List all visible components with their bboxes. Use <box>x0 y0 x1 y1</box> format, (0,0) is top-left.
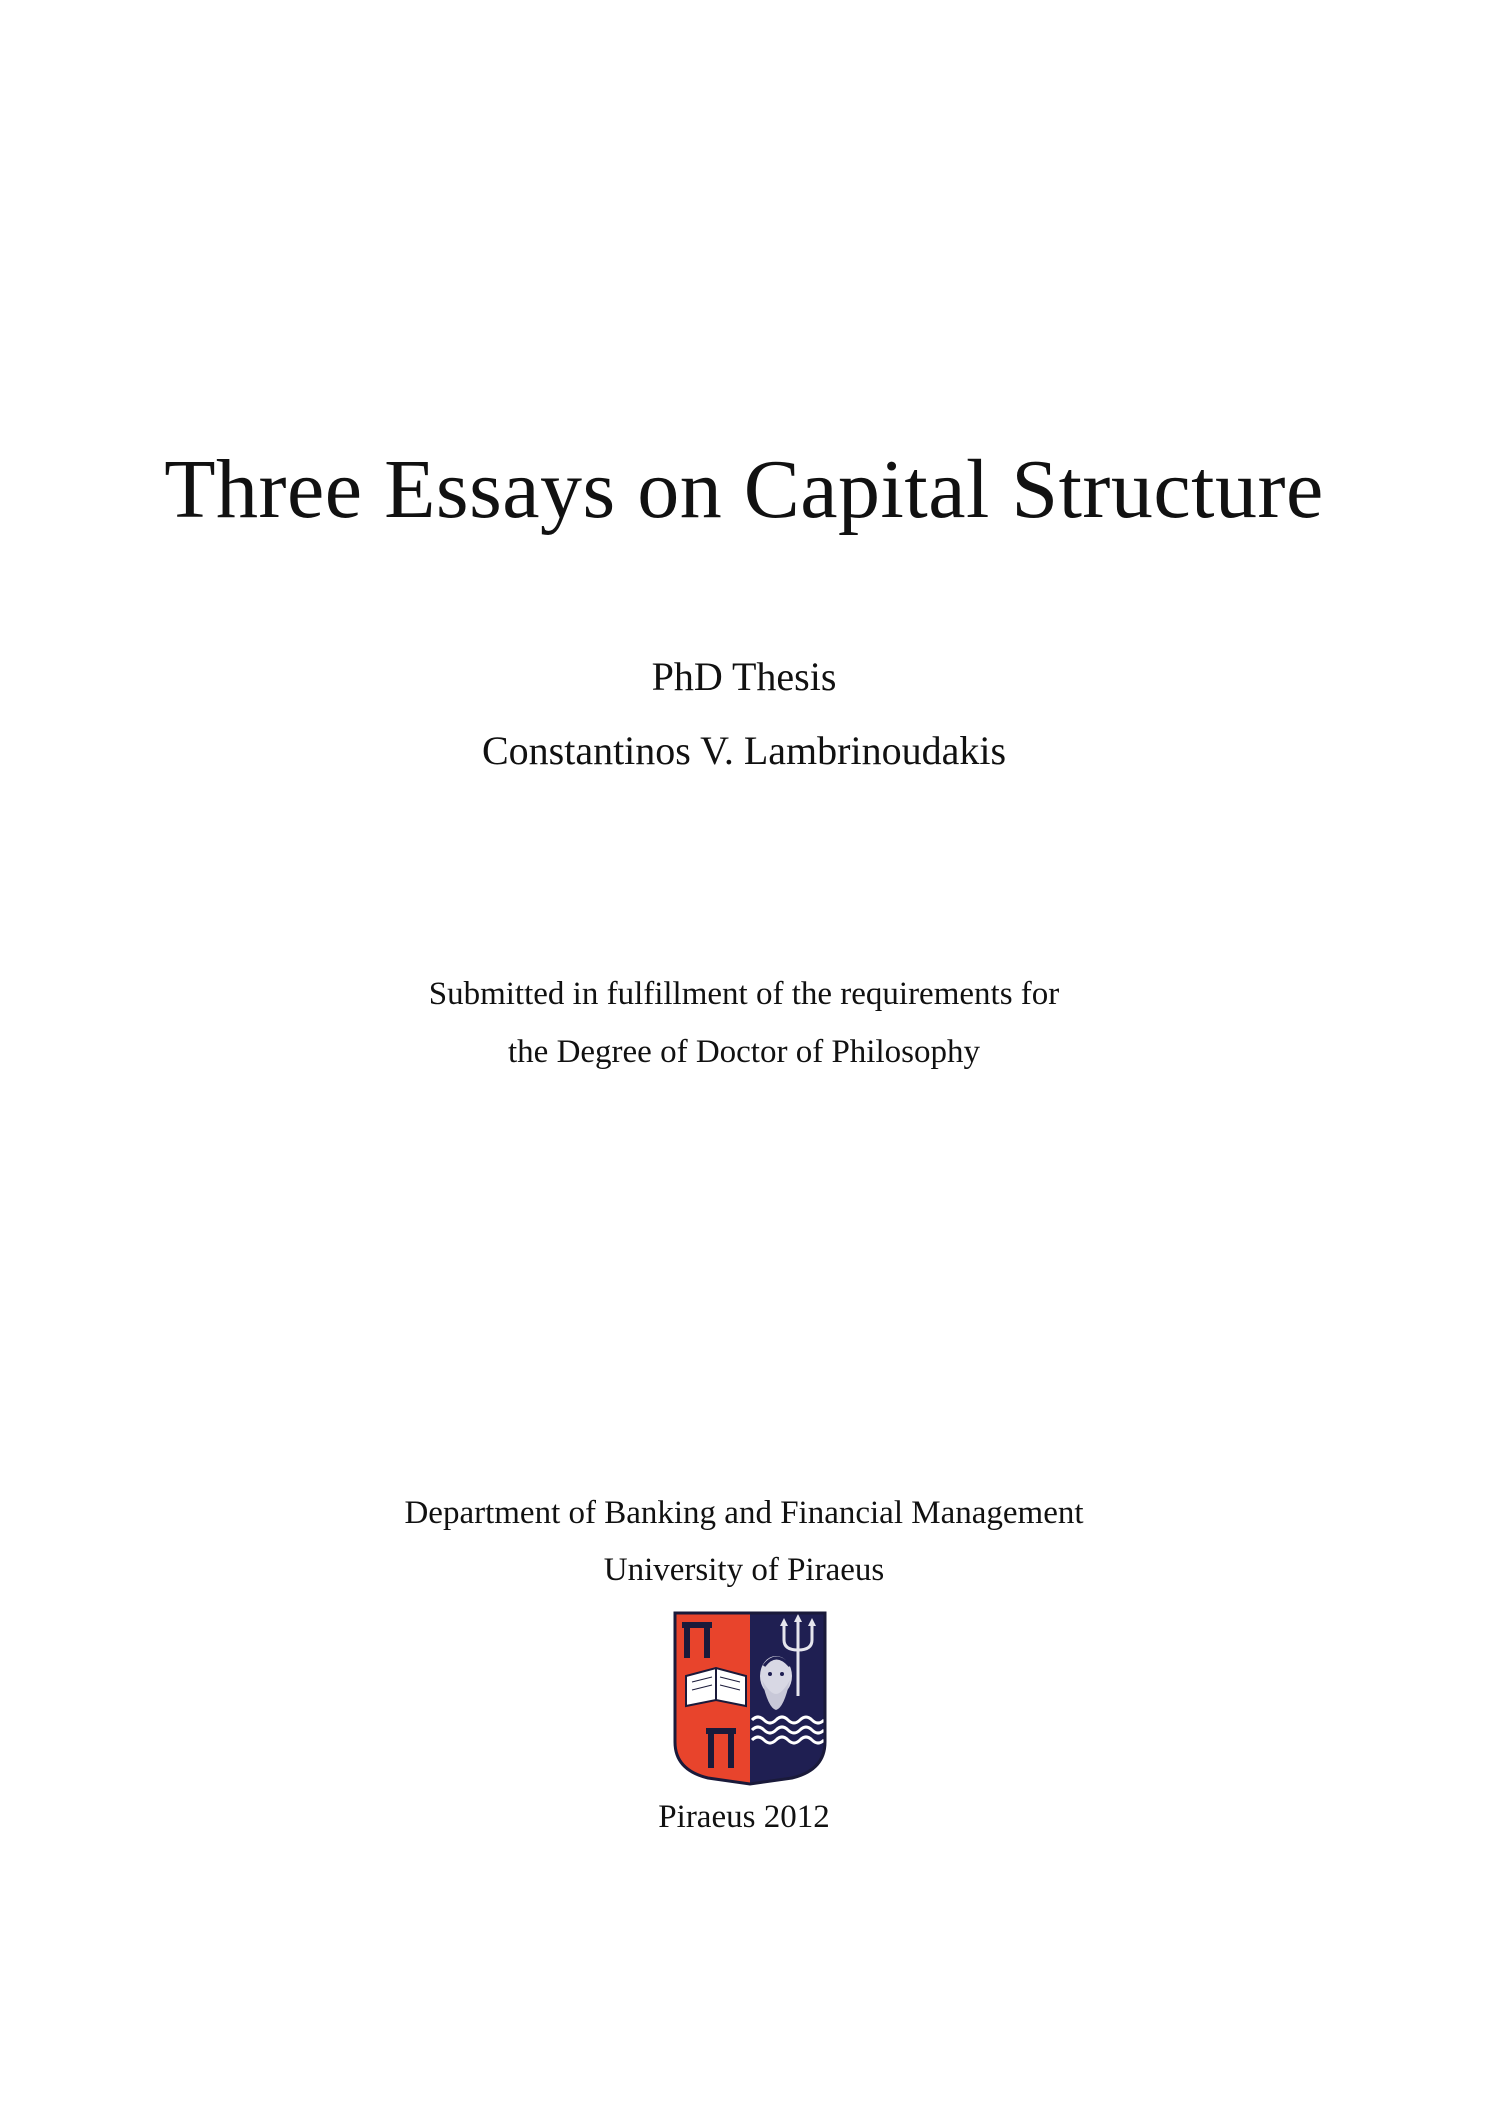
submission-statement-line-2: the Degree of Doctor of Philosophy <box>508 1034 980 1070</box>
author-name: Constantinos V. Lambrinoudakis <box>481 728 1007 773</box>
department-name: Department of Banking and Financial Management <box>404 1495 1084 1531</box>
thesis-type: PhD Thesis <box>651 654 837 699</box>
submission-statement-line-1: Submitted in fulfillment of the requirements for <box>428 976 1060 1012</box>
thesis-title: Three Essays on Capital Structure <box>164 443 1324 536</box>
place-and-date: Piraeus 2012 <box>658 1799 830 1835</box>
university-name: University of Piraeus <box>603 1552 885 1588</box>
university-of-piraeus-crest-icon <box>672 1610 828 1786</box>
